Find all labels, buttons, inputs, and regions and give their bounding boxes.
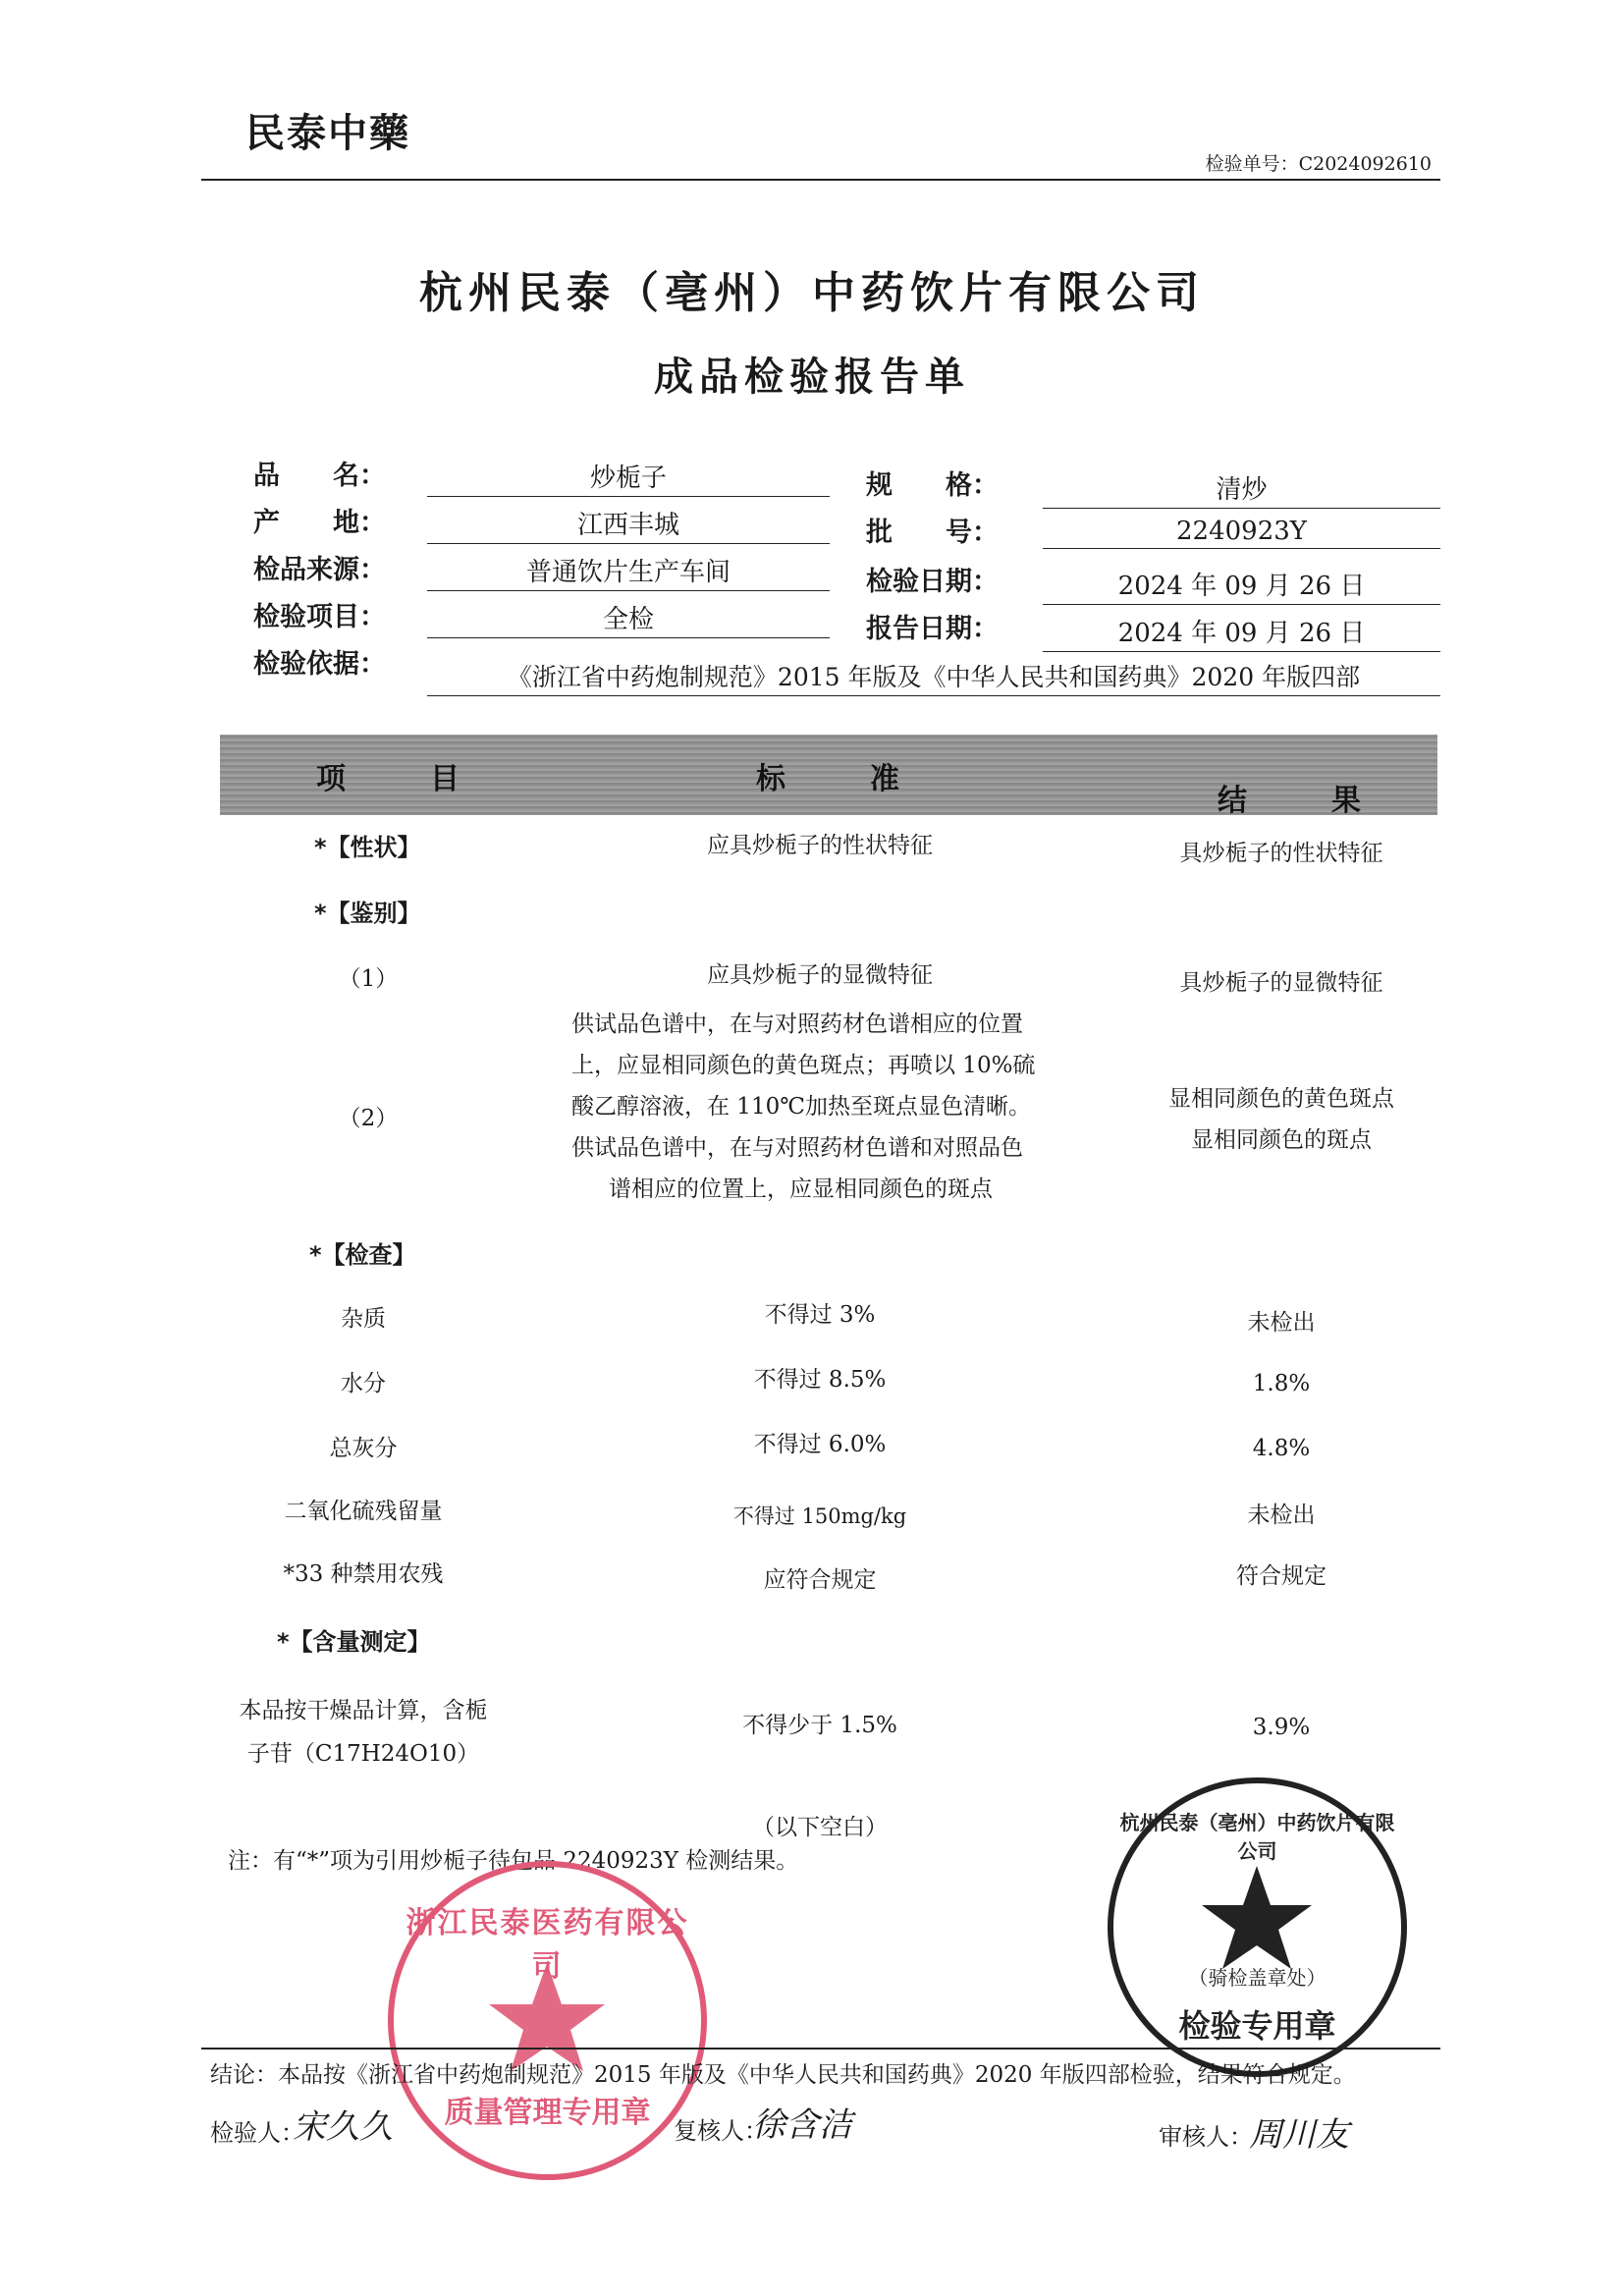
section-inspection: *【检查】 bbox=[309, 1241, 416, 1269]
items-label: 检验项目： bbox=[253, 602, 386, 632]
name-label: 品 名： bbox=[253, 461, 386, 491]
black-seal-subtext: 检验专用章 bbox=[1178, 2007, 1336, 2045]
stamp-note: （骑检盖章处） bbox=[1188, 1966, 1326, 1990]
id2-standard-line-5: 谱相应的位置上，应显相同颜色的斑点 bbox=[609, 1176, 993, 1202]
document-title: 成品检验报告单 bbox=[654, 355, 970, 400]
character-result: 具炒栀子的性状特征 bbox=[1179, 841, 1383, 866]
approver-signature: 周川友 bbox=[1249, 2115, 1349, 2155]
footnote: 注：有“*”项为引用炒栀子待包品 2240923Y 检测结果。 bbox=[228, 1848, 799, 1874]
company-name: 杭州民泰（亳州）中药饮片有限公司 bbox=[419, 268, 1205, 318]
character-standard: 应具炒栀子的性状特征 bbox=[707, 833, 933, 858]
assay-item bbox=[216, 1689, 511, 1776]
origin-value: 江西丰城 bbox=[427, 505, 830, 544]
id2-item: （2） bbox=[338, 1106, 399, 1131]
check-item-so2: 二氧化硫残留量 bbox=[284, 1499, 443, 1524]
company-logo: 民泰中藥 bbox=[245, 111, 410, 156]
items-value: 全检 bbox=[427, 599, 830, 638]
check-standard-ash: 不得过 6.0% bbox=[753, 1432, 887, 1457]
test-date-value: 2024 年 09 月 26 日 bbox=[1043, 566, 1440, 605]
red-seal-text: 浙江民泰医药有限公司 bbox=[406, 1906, 689, 1984]
header-item: 项 目 bbox=[316, 762, 487, 796]
inspector-signature: 宋久久 bbox=[293, 2107, 393, 2147]
inspector-label: 检验人： bbox=[210, 2119, 304, 2147]
assay-result: 3.9% bbox=[1252, 1715, 1311, 1740]
report-date-value: 2024 年 09 月 26 日 bbox=[1043, 613, 1440, 652]
check-standard-moisture: 不得过 8.5% bbox=[753, 1367, 887, 1393]
report-date-label: 报告日期： bbox=[866, 614, 999, 644]
section-assay: *【含量测定】 bbox=[277, 1628, 431, 1656]
test-date-label: 检验日期： bbox=[866, 567, 999, 597]
id2-standard-line-2: 上，应显相同颜色的黄色斑点；再喷以 10%硫 bbox=[571, 1053, 1036, 1078]
id2-standard-line-1: 供试品色谱中，在与对照药材色谱相应的位置 bbox=[571, 1011, 1023, 1037]
id2-result-line-1: 显相同颜色的黄色斑点 bbox=[1168, 1086, 1394, 1112]
header-result: 结 果 bbox=[1218, 784, 1388, 818]
check-item-ash: 总灰分 bbox=[329, 1436, 398, 1461]
id2-standard-line-4: 供试品色谱中，在与对照药材色谱和对照品色 bbox=[571, 1135, 1023, 1161]
section-identification: *【鉴别】 bbox=[314, 900, 421, 927]
check-result-impurity: 未检出 bbox=[1247, 1310, 1316, 1336]
inspection-seal bbox=[1108, 1777, 1407, 2077]
id2-standard bbox=[571, 1004, 1082, 1210]
blank-note: （以下空白） bbox=[752, 1815, 888, 1840]
source-value: 普通饮片生产车间 bbox=[427, 552, 830, 591]
reviewer-signature: 徐含洁 bbox=[752, 2105, 852, 2145]
check-standard-so2: 不得过 150mg/kg bbox=[732, 1504, 907, 1528]
basis-value: 《浙江省中药炮制规范》2015 年版及《中华人民共和国药典》2020 年版四部 bbox=[427, 658, 1440, 696]
approver-label: 审核人： bbox=[1159, 2123, 1253, 2151]
header-divider bbox=[201, 179, 1440, 181]
header-standard: 标 准 bbox=[756, 762, 927, 796]
conclusion-text: 结论：本品按《浙江省中药炮制规范》2015 年版及《中华人民共和国药典》2020 年版四部检验，结果符合规定。 bbox=[210, 2062, 1356, 2088]
batch-value: 2240923Y bbox=[1043, 517, 1440, 549]
assay-item-line-1: 本品按干燥品计算，含栀 bbox=[239, 1698, 488, 1723]
check-item-moisture: 水分 bbox=[341, 1371, 386, 1396]
basis-label: 检验依据： bbox=[253, 649, 386, 680]
check-standard-pesticide: 应符合规定 bbox=[763, 1567, 877, 1593]
id1-result: 具炒栀子的显微特征 bbox=[1179, 970, 1383, 996]
id2-result bbox=[1129, 1078, 1434, 1161]
quality-management-seal bbox=[388, 1861, 707, 2180]
id2-standard-line-3: 酸乙醇溶液，在 110℃加热至斑点显色清晰。 bbox=[571, 1094, 1031, 1120]
id1-standard: 应具炒栀子的显微特征 bbox=[707, 962, 933, 988]
report-number: 检验单号：C2024092610 bbox=[1205, 153, 1432, 175]
conclusion-divider bbox=[201, 2048, 1440, 2050]
name-value: 炒栀子 bbox=[427, 458, 830, 497]
spec-value: 清炒 bbox=[1043, 469, 1440, 509]
spec-label: 规 格： bbox=[866, 470, 999, 501]
check-item-impurity: 杂质 bbox=[341, 1306, 386, 1332]
id1-item: （1） bbox=[338, 966, 399, 992]
assay-item-line-2: 子苷（C17H24O10） bbox=[246, 1741, 480, 1767]
check-result-pesticide: 符合规定 bbox=[1236, 1563, 1326, 1589]
batch-label: 批 号： bbox=[866, 518, 999, 548]
source-label: 检品来源： bbox=[253, 555, 386, 585]
check-result-ash: 4.8% bbox=[1252, 1436, 1311, 1461]
id2-result-line-2: 显相同颜色的斑点 bbox=[1191, 1127, 1372, 1153]
reviewer-label: 复核人： bbox=[674, 2117, 768, 2145]
check-item-pesticide: *33 种禁用农残 bbox=[283, 1561, 444, 1587]
black-seal-text: 杭州民泰（亳州）中药饮片有限公司 bbox=[1119, 1811, 1395, 1863]
section-character: *【性状】 bbox=[314, 834, 421, 861]
origin-label: 产 地： bbox=[253, 508, 386, 538]
check-result-so2: 未检出 bbox=[1247, 1503, 1316, 1528]
check-result-moisture: 1.8% bbox=[1252, 1371, 1311, 1396]
assay-standard: 不得少于 1.5% bbox=[742, 1713, 897, 1738]
check-standard-impurity: 不得过 3% bbox=[764, 1302, 876, 1328]
red-seal-subtext: 质量管理专用章 bbox=[444, 2096, 651, 2130]
